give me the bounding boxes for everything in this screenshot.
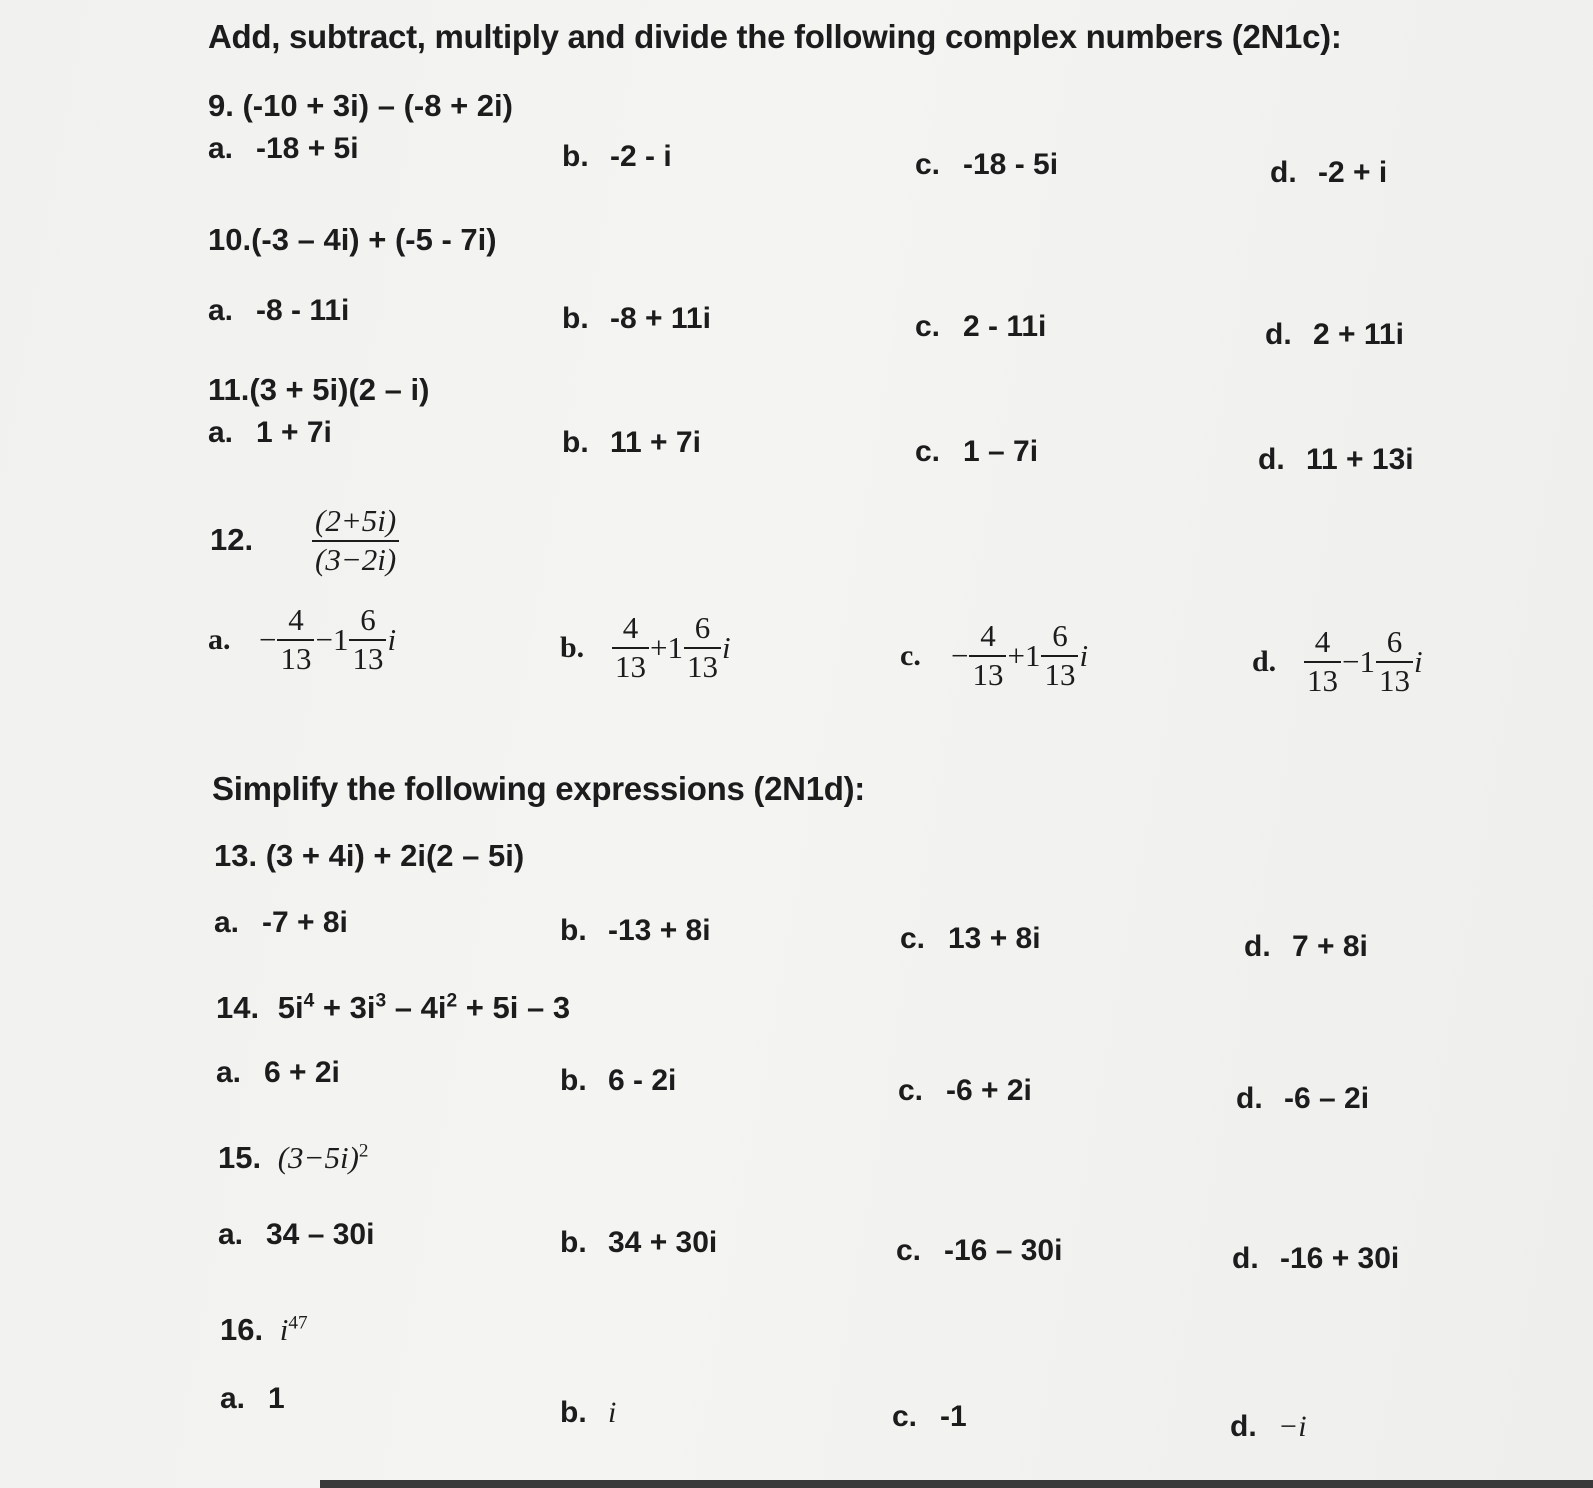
screen-bezel-edge xyxy=(320,1480,1593,1488)
frac-den: 13 xyxy=(684,647,721,684)
option-label: c. xyxy=(898,1074,924,1107)
term-1: 5i xyxy=(277,990,304,1025)
frac-num: 4 xyxy=(288,602,304,637)
option-label: a. xyxy=(214,906,240,939)
option-text: i xyxy=(608,1396,617,1429)
imaginary-unit: i xyxy=(721,629,731,665)
question-15-option-c[interactable] xyxy=(896,1234,1062,1268)
frac-den: 13 xyxy=(1304,661,1341,698)
option-label: a. xyxy=(208,416,234,449)
option-label: a. xyxy=(216,1056,242,1089)
frac-den: 13 xyxy=(277,639,314,676)
option-label: b. xyxy=(560,630,585,664)
option-text: -13 + 8i xyxy=(608,914,711,947)
option-label: a. xyxy=(208,294,234,327)
question-11-option-c[interactable] xyxy=(915,435,1038,469)
question-14-option-b[interactable] xyxy=(560,1064,676,1098)
question-13-option-d[interactable] xyxy=(1244,930,1368,964)
option-text: -1 xyxy=(940,1400,967,1433)
frac-num: 6 xyxy=(1386,624,1403,659)
question-14-option-c[interactable] xyxy=(898,1074,1032,1108)
question-16-prompt xyxy=(220,1312,308,1348)
imaginary-unit: i xyxy=(1079,637,1089,673)
option-label: c. xyxy=(900,922,926,955)
section-heading-complex-ops: Add, subtract, multiply and divide the following complex numbers (2N1c): xyxy=(208,18,1342,55)
question-10-option-a[interactable] xyxy=(208,294,349,328)
imaginary-unit: i xyxy=(387,621,397,657)
option-text: −i xyxy=(1278,1410,1307,1443)
term-3: – 4i xyxy=(386,990,447,1025)
option-label: c. xyxy=(915,435,941,468)
question-11-option-b[interactable] xyxy=(562,426,701,460)
frac-den: 13 xyxy=(969,655,1006,692)
option-label: b. xyxy=(562,140,589,173)
option-text: -2 + i xyxy=(1318,156,1388,189)
option-text: -16 – 30i xyxy=(944,1234,1063,1267)
question-9-option-c[interactable] xyxy=(915,148,1058,182)
option-label: c. xyxy=(896,1234,922,1267)
option-label: a. xyxy=(208,622,231,656)
question-14-option-a[interactable] xyxy=(216,1056,340,1090)
option-label: d. xyxy=(1265,318,1292,351)
question-10-option-c[interactable] xyxy=(915,310,1046,344)
option-text: 34 + 30i xyxy=(608,1226,718,1259)
question-16-option-c[interactable] xyxy=(892,1400,967,1434)
expression-base: i xyxy=(279,1312,289,1347)
option-label: c. xyxy=(900,638,921,672)
question-9-prompt: 9. (-10 + 3i) – (-8 + 2i) xyxy=(208,88,513,123)
option-label: a. xyxy=(218,1218,244,1251)
question-13-prompt: 13. (3 + 4i) + 2i(2 – 5i) xyxy=(214,838,525,873)
question-12-fraction xyxy=(312,505,399,576)
option-text: -18 + 5i xyxy=(256,132,359,165)
option-text: -6 – 2i xyxy=(1284,1082,1370,1115)
option-label: c. xyxy=(915,148,941,181)
option-label: c. xyxy=(892,1400,918,1433)
question-13-option-a[interactable] xyxy=(214,906,348,940)
option-label: a. xyxy=(220,1382,246,1415)
question-15-option-b[interactable] xyxy=(560,1226,717,1260)
frac-num: 6 xyxy=(694,610,711,645)
option-label: b. xyxy=(562,302,589,335)
question-14-prompt xyxy=(216,990,570,1026)
question-10-option-d[interactable] xyxy=(1265,318,1404,352)
option-text: -18 - 5i xyxy=(963,148,1059,181)
option-label: c. xyxy=(915,310,941,343)
frac-den: 13 xyxy=(349,639,386,676)
option-label: d. xyxy=(1230,1410,1257,1443)
option-text: 11 + 13i xyxy=(1306,443,1414,476)
option-text: 1 – 7i xyxy=(963,435,1039,468)
option-label: a. xyxy=(208,132,234,165)
question-12-number: 12. xyxy=(210,522,254,557)
option-label: d. xyxy=(1270,156,1297,189)
term-4: + 5i – 3 xyxy=(457,990,571,1025)
option-text: 11 + 7i xyxy=(610,426,701,459)
option-text: -8 + 11i xyxy=(610,302,711,335)
question-11-prompt: 11.(3 + 5i)(2 – i) xyxy=(208,372,430,407)
exponent-1: 4 xyxy=(303,990,315,1012)
frac-den: 13 xyxy=(612,647,649,684)
lead-sign: − xyxy=(951,637,969,673)
exponent: 47 xyxy=(288,1312,308,1334)
lead-sign: − xyxy=(259,621,277,657)
question-14-option-d[interactable] xyxy=(1236,1082,1369,1116)
option-label: d. xyxy=(1252,644,1277,678)
exponent-2: 3 xyxy=(375,990,387,1012)
question-number: 16. xyxy=(220,1312,264,1347)
option-label: b. xyxy=(562,426,589,459)
question-11-option-a[interactable] xyxy=(208,416,332,450)
option-text: 2 - 11i xyxy=(963,310,1047,343)
option-text: 13 + 8i xyxy=(948,922,1041,955)
frac-num: 6 xyxy=(360,602,376,637)
operator: −1 xyxy=(315,621,349,657)
option-label: d. xyxy=(1244,930,1271,963)
operator: +1 xyxy=(650,629,683,665)
option-text: -2 - i xyxy=(610,140,672,173)
question-11-option-d[interactable] xyxy=(1258,443,1414,477)
question-9-option-d[interactable] xyxy=(1270,156,1387,190)
question-9-option-b[interactable] xyxy=(562,140,672,174)
question-number: 15. xyxy=(218,1140,262,1175)
question-15-prompt xyxy=(218,1140,369,1176)
option-text: 1 + 7i xyxy=(256,416,332,449)
expression-base: (3−5i) xyxy=(277,1140,359,1175)
option-text: 34 – 30i xyxy=(266,1218,375,1251)
question-12-option-b[interactable] xyxy=(560,612,732,683)
question-15-option-a[interactable] xyxy=(218,1218,374,1252)
frac-den: 13 xyxy=(1041,655,1078,692)
question-12-option-c[interactable] xyxy=(900,620,1089,691)
question-16-option-b[interactable] xyxy=(560,1396,616,1430)
option-label: d. xyxy=(1236,1082,1263,1115)
option-text: 2 + 11i xyxy=(1313,318,1404,351)
option-label: b. xyxy=(560,914,587,947)
section-heading-simplify: Simplify the following expressions (2N1d): xyxy=(212,770,865,807)
frac-num: 4 xyxy=(622,610,639,645)
question-12-option-d[interactable] xyxy=(1252,626,1424,697)
option-label: b. xyxy=(560,1226,587,1259)
question-13-option-b[interactable] xyxy=(560,914,711,948)
option-text: -7 + 8i xyxy=(262,906,348,939)
question-13-option-c[interactable] xyxy=(900,922,1041,956)
term-2: + 3i xyxy=(314,990,376,1025)
option-text: 7 + 8i xyxy=(1292,930,1368,963)
frac-num: 4 xyxy=(1314,624,1331,659)
operator: +1 xyxy=(1007,637,1041,673)
frac-den: 13 xyxy=(1376,661,1413,698)
question-10-option-b[interactable] xyxy=(562,302,711,336)
option-label: b. xyxy=(560,1064,587,1097)
question-15-option-d[interactable] xyxy=(1232,1242,1399,1276)
option-label: b. xyxy=(560,1396,587,1429)
question-16-option-d[interactable] xyxy=(1230,1410,1307,1444)
question-number: 14. xyxy=(216,990,260,1025)
option-label: d. xyxy=(1258,443,1285,476)
imaginary-unit: i xyxy=(1413,643,1423,679)
frac-num: 6 xyxy=(1052,618,1068,653)
option-text: 6 + 2i xyxy=(264,1056,340,1089)
operator: −1 xyxy=(1342,643,1375,679)
exponent-3: 2 xyxy=(446,990,458,1012)
frac-num: 4 xyxy=(980,618,996,653)
option-text: 1 xyxy=(268,1382,285,1415)
option-label: d. xyxy=(1232,1242,1259,1275)
option-text: -6 + 2i xyxy=(946,1074,1032,1107)
fraction-numerator: (2+5i) xyxy=(315,503,397,538)
question-12-option-a[interactable] xyxy=(208,604,397,675)
question-16-option-a[interactable] xyxy=(220,1382,285,1416)
fraction-denominator: (3−2i) xyxy=(312,540,399,577)
option-text: -16 + 30i xyxy=(1280,1242,1400,1275)
option-text: -8 - 11i xyxy=(256,294,350,327)
exponent: 2 xyxy=(358,1140,369,1162)
question-9-option-a[interactable] xyxy=(208,132,359,166)
question-10-prompt: 10.(-3 – 4i) + (-5 - 7i) xyxy=(208,222,497,257)
option-text: 6 - 2i xyxy=(608,1064,677,1097)
